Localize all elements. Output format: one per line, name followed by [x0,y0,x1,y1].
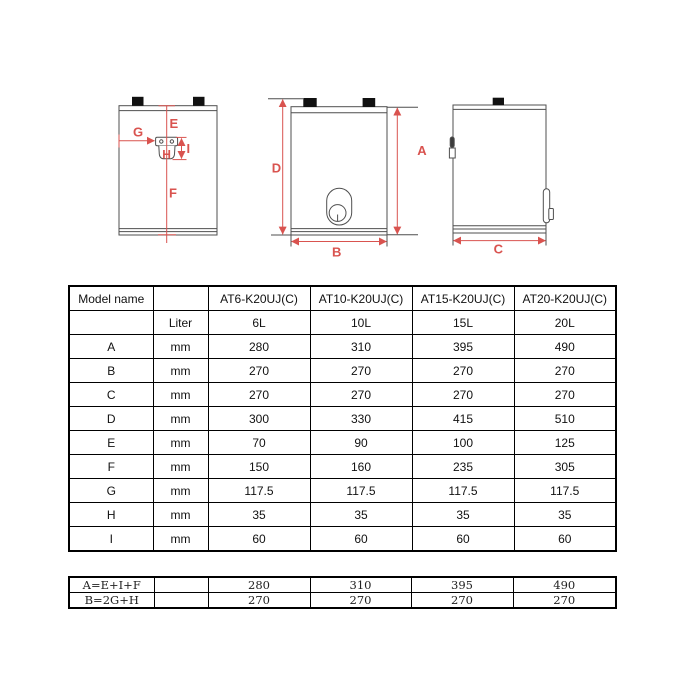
table-row [69,431,616,455]
table-cell: 270 [514,383,616,407]
table-row [69,359,616,383]
table-cell: 395 [411,577,513,593]
table-cell: mm [153,503,208,527]
table-cell: 150 [208,455,310,479]
table-cell: 395 [412,335,514,359]
table-row [69,527,616,552]
table-cell: A=E+I+F [69,577,154,593]
table-cell: 160 [310,455,412,479]
table-cell: 60 [412,527,514,552]
table-cell: 270 [513,593,616,609]
table-cell: mm [153,431,208,455]
table-cell: mm [153,359,208,383]
table-cell: C [69,383,153,407]
table-cell: 270 [411,593,513,609]
table-cell: H [69,503,153,527]
table-cell: 35 [208,503,310,527]
formula-table [68,576,617,609]
table-cell: 270 [208,593,310,609]
dim-label-d: D [271,160,282,176]
table-header-cell: Model name [69,286,153,311]
table-cell: 35 [310,503,412,527]
table-cell: 15L [412,311,514,335]
table-cell: 60 [310,527,412,552]
table-cell: mm [153,479,208,503]
table-cell: 70 [208,431,310,455]
spec-table [68,285,617,552]
table-cell: 270 [208,383,310,407]
knob [193,97,205,106]
tank-outlines [119,99,553,247]
table-cell [69,311,153,335]
dim-label-f: F [169,185,177,201]
table-header-cell: AT10-K20UJ(C) [310,286,412,311]
table-cell: 330 [310,407,412,431]
table-cell: 100 [412,431,514,455]
dim-label-c: C [493,241,503,257]
table-cell: G [69,479,153,503]
table-cell: 415 [412,407,514,431]
table-cell: 117.5 [412,479,514,503]
table-cell: 60 [208,527,310,552]
table-cell: 35 [412,503,514,527]
table-row [69,311,616,335]
table-cell: 270 [310,383,412,407]
table-header-row [69,286,616,311]
table-cell: 280 [208,577,310,593]
dimension-diagram [0,0,700,278]
table-cell: 117.5 [310,479,412,503]
table-cell: 280 [208,335,310,359]
knob [132,97,144,106]
screw-hole [160,140,163,143]
table-cell: B [69,359,153,383]
dim-label-i: I [186,141,191,156]
dim-label-h: H [162,147,171,162]
table-header-cell [153,286,208,311]
table-cell: 6L [208,311,310,335]
table-cell: 490 [514,335,616,359]
table-cell: 310 [310,577,411,593]
table-cell: 235 [412,455,514,479]
table-cell: 270 [412,383,514,407]
table-cell: mm [153,335,208,359]
table-cell: D [69,407,153,431]
table-cell: A [69,335,153,359]
table-row [69,335,616,359]
table-row [69,503,616,527]
table-cell: 270 [514,359,616,383]
table-row [69,577,616,593]
table-cell: Liter [153,311,208,335]
table-cell: F [69,455,153,479]
knob [363,98,376,107]
table-cell: 300 [208,407,310,431]
dim-label-b: B [332,244,342,260]
table-row [69,407,616,431]
middle-view [268,99,418,247]
table-cell: 35 [514,503,616,527]
table-cell: 117.5 [208,479,310,503]
table-cell: 90 [310,431,412,455]
dim-label-a: A [417,143,427,158]
table-row [69,383,616,407]
table-cell: 117.5 [514,479,616,503]
table-cell: I [69,527,153,552]
table-cell: mm [153,407,208,431]
table-cell: mm [153,383,208,407]
table-cell: 510 [514,407,616,431]
table-header-cell: AT20-K20UJ(C) [514,286,616,311]
table-cell: 270 [412,359,514,383]
side-view [449,105,553,246]
table-cell [154,577,208,593]
table-cell: 270 [310,359,412,383]
side-handle-tab [449,148,455,158]
table-header-cell: AT15-K20UJ(C) [412,286,514,311]
table-cell: 270 [208,359,310,383]
side-handle [450,137,454,147]
dim-label-g: G [132,124,144,140]
table-row [69,479,616,503]
table-cell: 60 [514,527,616,552]
table-cell: E [69,431,153,455]
table-header-cell: AT6-K20UJ(C) [208,286,310,311]
screw-hole [170,140,173,143]
table-cell: 270 [310,593,411,609]
table-cell [154,593,208,609]
knob [303,98,316,107]
table-cell: B=2G+H [69,593,154,609]
table-cell: 490 [513,577,616,593]
table-cell: 125 [514,431,616,455]
table-row [69,455,616,479]
table-row [69,593,616,609]
table-cell: mm [153,527,208,552]
knob [493,98,504,106]
dim-label-e: E [169,116,179,131]
table-cell: 20L [514,311,616,335]
table-cell: mm [153,455,208,479]
table-cell: 305 [514,455,616,479]
side-bracket-tab [549,209,554,220]
table-cell: 10L [310,311,412,335]
table-cell: 310 [310,335,412,359]
